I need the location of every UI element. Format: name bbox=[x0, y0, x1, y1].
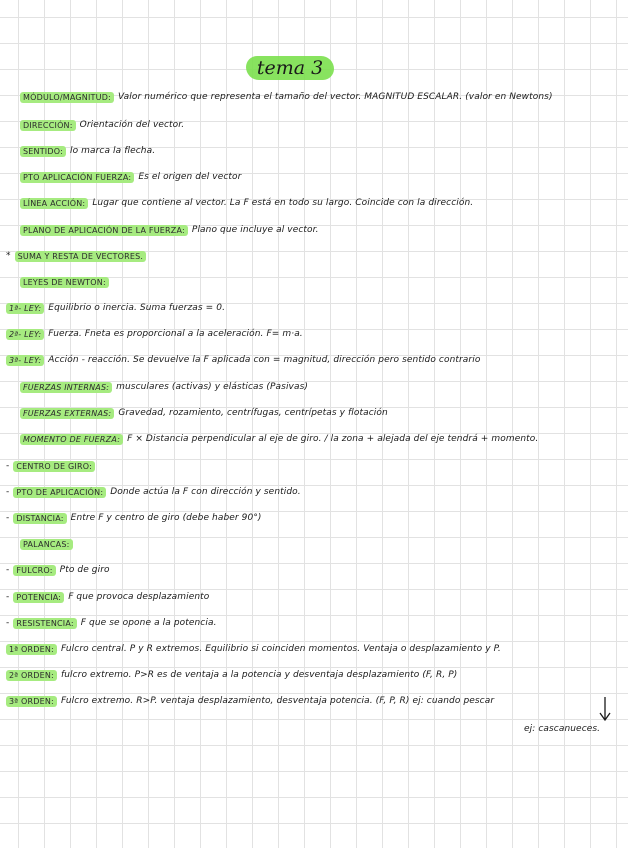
note-line bbox=[6, 692, 494, 710]
note-text: Pto de giro bbox=[59, 565, 110, 575]
note-line bbox=[6, 299, 225, 317]
note-line bbox=[20, 378, 308, 396]
note-text: Lugar que contiene al vector. La F está en todo su largo. Coincide con la dirección. bbox=[92, 198, 474, 208]
note-line bbox=[6, 561, 110, 579]
note-line bbox=[20, 221, 319, 239]
note-text: Plano que incluye al vector. bbox=[191, 225, 319, 235]
highlighted-term: RESISTENCIA: bbox=[13, 618, 76, 629]
note-text: Entre F y centro de giro (debe haber 90°) bbox=[70, 513, 262, 523]
bullet-mark: - bbox=[6, 487, 10, 497]
down-arrow-icon bbox=[598, 696, 612, 722]
law-label: 2ª- LEY: bbox=[6, 329, 44, 340]
note-line bbox=[6, 666, 457, 684]
page-title: tema 3 bbox=[246, 54, 334, 82]
highlighted-term: FUERZAS INTERNAS: bbox=[20, 382, 112, 393]
note-line bbox=[6, 509, 262, 527]
note-text: fulcro extremo. P>R es de ventaja a la potencia y desventaja desplazamiento (F, R, P) bbox=[60, 670, 458, 680]
note-line bbox=[20, 168, 241, 186]
highlighted-term: 3ª ORDEN: bbox=[6, 696, 57, 707]
highlighted-term: 1ª ORDEN: bbox=[6, 644, 57, 655]
note-line bbox=[6, 247, 146, 265]
highlighted-term: SUMA Y RESTA DE VECTORES. bbox=[15, 251, 147, 262]
note-text: Equilibrio o inercia. Suma fuerzas = 0. bbox=[48, 303, 226, 313]
note-text: ej: cascanueces. bbox=[524, 724, 601, 734]
bullet-mark: - bbox=[6, 513, 10, 523]
note-line bbox=[20, 430, 538, 448]
note-line bbox=[6, 588, 209, 606]
note-line bbox=[20, 194, 473, 212]
note-text: musculares (activas) y elásticas (Pasivas) bbox=[116, 382, 309, 392]
note-line bbox=[6, 457, 95, 475]
highlighted-term: LÍNEA ACCIÓN: bbox=[20, 198, 88, 209]
note-text: Fulcro extremo. R>P. ventaja desplazamiento, desventaja potencia. (F, P, R) ej: cuando pescar bbox=[60, 696, 495, 706]
note-line bbox=[20, 88, 553, 106]
note-line bbox=[6, 640, 501, 658]
highlighted-term: MOMENTO DE FUERZA: bbox=[20, 434, 123, 445]
law-label: 3ª- LEY: bbox=[6, 355, 44, 366]
note-text: F que se opone a la potencia. bbox=[80, 618, 217, 628]
highlighted-term: PTO DE APLICACIÓN: bbox=[13, 487, 106, 498]
highlighted-term: PLANO DE APLICACIÓN DE LA FUERZA: bbox=[20, 225, 188, 236]
note-line bbox=[6, 351, 480, 369]
highlighted-term: MÓDULO/MAGNITUD: bbox=[20, 92, 114, 103]
law-label: 1ª- LEY: bbox=[6, 303, 44, 314]
note-line bbox=[6, 483, 301, 501]
note-text: F × Distancia perpendicular al eje de giro. / la zona + alejada del eje tendrá + momento. bbox=[127, 434, 539, 444]
bullet-mark: - bbox=[6, 592, 10, 602]
highlighted-term: LEYES DE NEWTON: bbox=[20, 277, 109, 288]
note-text: Fulcro central. P y R extremos. Equilibrio si coinciden momentos. Ventaja o desplazamiento y P. bbox=[60, 644, 501, 654]
highlighted-term: 2ª ORDEN: bbox=[6, 670, 57, 681]
note-line bbox=[20, 404, 388, 422]
bullet-mark: - bbox=[6, 565, 10, 575]
highlighted-term: PALANCAS: bbox=[20, 539, 73, 550]
note-text: lo marca la flecha. bbox=[69, 146, 156, 156]
highlighted-term: CENTRO DE GIRO: bbox=[13, 461, 95, 472]
note-line bbox=[520, 720, 600, 738]
highlighted-term: DIRECCIÓN: bbox=[20, 120, 76, 131]
note-text: Gravedad, rozamiento, centrífugas, centrípetas y flotación bbox=[118, 408, 388, 418]
section-heading bbox=[20, 273, 109, 291]
note-line bbox=[20, 142, 155, 160]
bullet-mark: - bbox=[6, 618, 10, 628]
note-text: Fuerza. Fneta es proporcional a la aceleración. F= m·a. bbox=[48, 329, 303, 339]
note-line bbox=[20, 116, 184, 134]
bullet-mark: - bbox=[6, 461, 10, 471]
bullet-mark: * bbox=[6, 251, 11, 261]
note-text: Valor numérico que representa el tamaño del vector. MAGNITUD ESCALAR. (valor en Newtons) bbox=[117, 92, 553, 102]
note-line bbox=[6, 614, 217, 632]
note-text: Acción - reacción. Se devuelve la F aplicada con = magnitud, dirección pero sentido contrario bbox=[48, 355, 481, 365]
highlighted-term: DISTANCIA: bbox=[13, 513, 66, 524]
note-text: Es el origen del vector bbox=[138, 172, 242, 182]
note-text: Donde actúa la F con dirección y sentido. bbox=[110, 487, 301, 497]
highlighted-term: POTENCIA: bbox=[13, 592, 64, 603]
note-text: Orientación del vector. bbox=[79, 120, 185, 130]
highlighted-term: FULCRO: bbox=[13, 565, 55, 576]
highlighted-term: FUERZAS EXTERNAS: bbox=[20, 408, 114, 419]
highlighted-term: PTO APLICACIÓN FUERZA: bbox=[20, 172, 134, 183]
section-heading bbox=[20, 535, 73, 553]
note-line bbox=[6, 325, 303, 343]
note-text: F que provoca desplazamiento bbox=[68, 592, 210, 602]
highlighted-term: SENTIDO: bbox=[20, 146, 66, 157]
